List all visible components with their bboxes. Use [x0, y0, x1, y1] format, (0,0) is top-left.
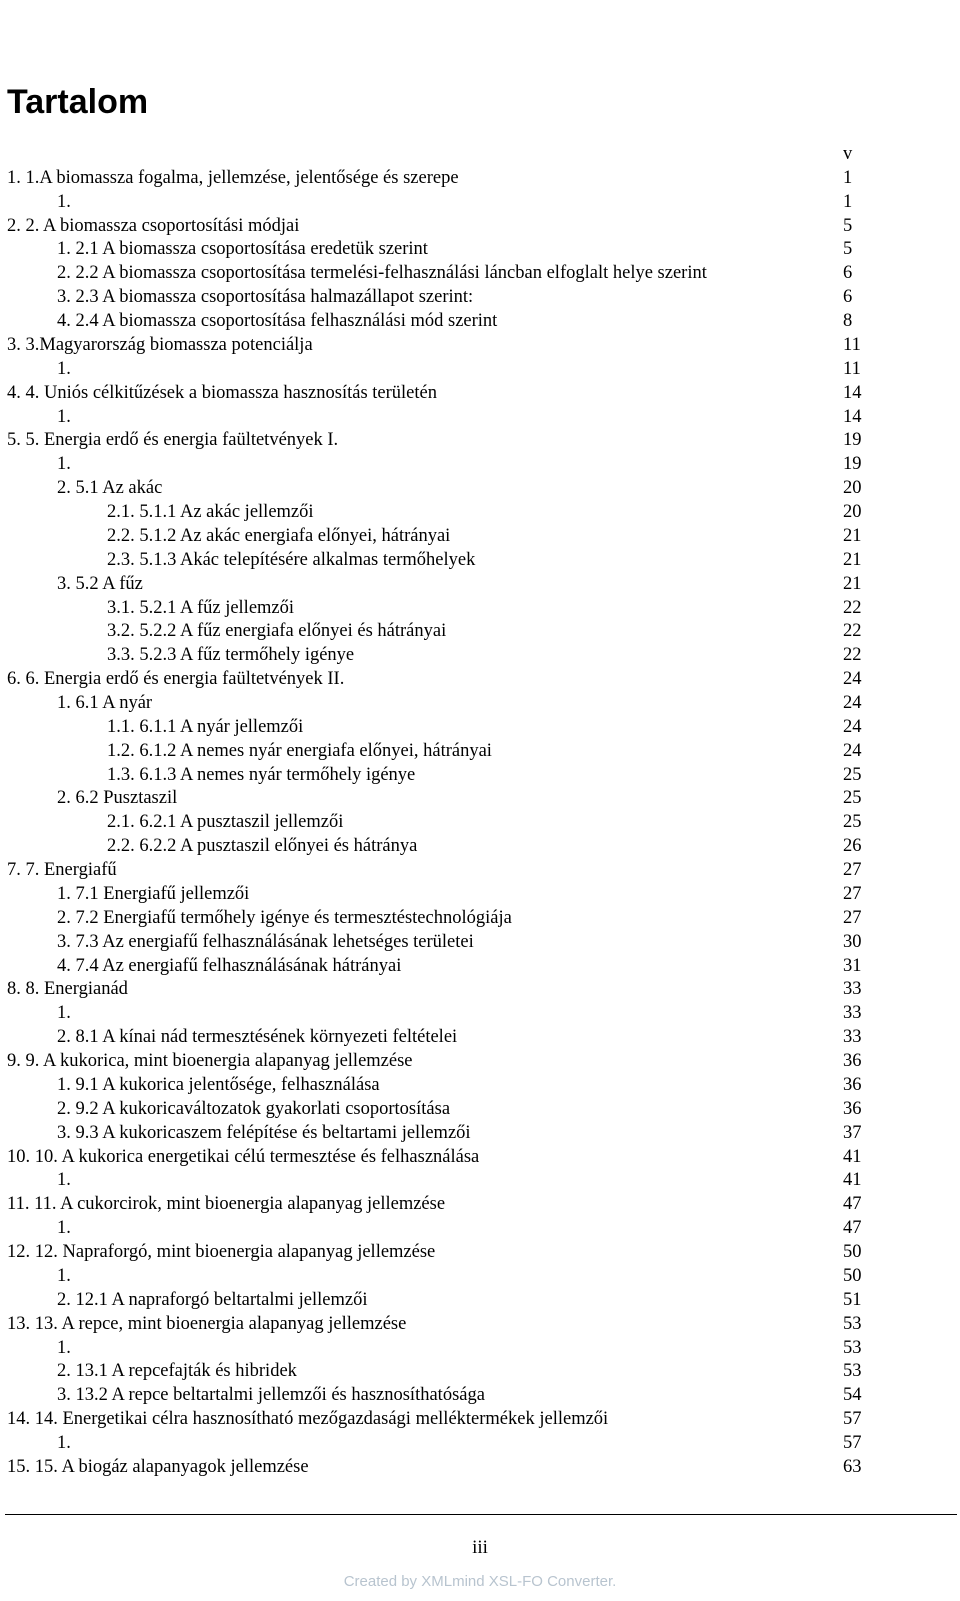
page-number: iii: [472, 1537, 488, 1558]
toc-entry[interactable]: [0, 763, 960, 787]
toc-entry[interactable]: [0, 834, 960, 858]
toc-entry-label: 10. 10. A kukorica energetikai célú termesztése és felhasználása: [7, 1146, 480, 1167]
toc-entry-page: 11: [843, 334, 861, 355]
toc-entry[interactable]: [0, 739, 960, 763]
toc-entry-page: 14: [843, 382, 862, 403]
toc-entry-page: 50: [843, 1242, 862, 1263]
toc-entry[interactable]: [0, 1264, 960, 1288]
toc-entry[interactable]: [0, 1431, 960, 1455]
toc-entry-label: 3. 13.2 A repce beltartalmi jellemzői és hasznosíthatósága: [57, 1385, 485, 1406]
toc-entry[interactable]: [0, 691, 960, 715]
toc-entry[interactable]: [0, 285, 960, 309]
toc-entry-label: 3. 3.Magyarország biomassza potenciálja: [7, 334, 313, 355]
toc-entry-page: 47: [843, 1218, 862, 1239]
toc-entry[interactable]: [0, 786, 960, 810]
toc-entry-label: 4. 2.4 A biomassza csoportosítása felhasználási mód szerint: [57, 311, 498, 332]
toc-entry-label: 1.3. 6.1.3 A nemes nyár termőhely igénye: [107, 764, 416, 785]
toc-entry-label: 2.1. 6.2.1 A pusztaszil jellemzői: [107, 812, 344, 833]
toc-entry-label: 1. 9.1 A kukorica jelentősége, felhasználása: [57, 1074, 380, 1095]
toc-entry[interactable]: [0, 1288, 960, 1312]
toc-entry[interactable]: [0, 619, 960, 643]
toc-entry-label: 8. 8. Energianád: [7, 979, 128, 1000]
toc-entry-label: 2. 13.1 A repcefajták és hibridek: [57, 1361, 297, 1382]
toc-entry[interactable]: [0, 428, 960, 452]
toc-entry-label: 4. 7.4 Az energiafű felhasználásának hátrányai: [57, 955, 402, 976]
toc-entry-page: 22: [843, 645, 862, 666]
toc-entry-page: 37: [843, 1122, 862, 1143]
toc-entry[interactable]: [0, 1359, 960, 1383]
toc-entry-label: 2.2. 6.2.2 A pusztaszil előnyei és hátránya: [107, 836, 418, 857]
toc-entry-page: 54: [843, 1385, 862, 1406]
toc-entry[interactable]: [0, 405, 960, 429]
toc-entry[interactable]: [0, 1383, 960, 1407]
toc-entry-page: 1: [843, 167, 853, 188]
toc-entry[interactable]: [0, 1049, 960, 1073]
toc-entry-label: 14. 14. Energetikai célra hasznosítható mezőgazdasági melléktermékek jellemzői: [7, 1409, 609, 1430]
toc-entry[interactable]: [0, 500, 960, 524]
toc-entry[interactable]: [0, 1216, 960, 1240]
toc-entry[interactable]: [0, 1073, 960, 1097]
toc-entry-page: 19: [843, 454, 862, 475]
toc-entry-page: 27: [843, 860, 862, 881]
toc-entry-label: 1.2. 6.1.2 A nemes nyár energiafa előnyei, hátrányai: [107, 740, 492, 761]
toc-entry-page: 26: [843, 836, 862, 857]
toc-entry-label: 1. 6.1 A nyár: [57, 693, 153, 713]
toc-entry-page: 33: [843, 1003, 862, 1024]
toc-entry-label: 7. 7. Energiafű: [7, 860, 117, 881]
toc-entry-label: 3. 5.2 A fűz: [57, 573, 143, 594]
toc-entry-label: 3.2. 5.2.2 A fűz energiafa előnyei és hátrányai: [107, 621, 447, 642]
toc-entry-label: 9. 9. A kukorica, mint bioenergia alapanyag jellemzése: [7, 1051, 413, 1072]
toc-entry-label: 3.3. 5.2.3 A fűz termőhely igénye: [107, 645, 355, 666]
toc-entry[interactable]: [0, 858, 960, 882]
toc-entry[interactable]: [0, 1312, 960, 1336]
toc-entry-page: 30: [843, 931, 862, 952]
toc-entry-label: 1.: [57, 1432, 71, 1453]
toc-entry-label: 1.: [57, 454, 71, 475]
toc-entry[interactable]: [0, 142, 960, 166]
toc-entry-page: 53: [843, 1337, 862, 1358]
toc-entry-label: 11. 11. A cukorcirok, mint bioenergia alapanyag jellemzése: [7, 1194, 446, 1215]
toc-entry[interactable]: [0, 1145, 960, 1169]
toc-entry-label: 2. 2.2 A biomassza csoportosítása termelési-felhasználási láncban elfoglalt helye szerint: [57, 263, 707, 284]
toc-entry-label: 3. 2.3 A biomassza csoportosítása halmazállapot szerint:: [57, 287, 474, 308]
toc-entry-page: 22: [843, 621, 862, 642]
toc-entry[interactable]: [0, 810, 960, 834]
toc-entry-page: 5: [843, 215, 853, 236]
toc-entry[interactable]: [0, 1001, 960, 1025]
toc-entry-label: 2. 8.1 A kínai nád termesztésének környezeti feltételei: [57, 1027, 458, 1048]
toc-entry[interactable]: [0, 1025, 960, 1049]
toc-entry-label: 2.1. 5.1.1 Az akác jellemzői: [107, 502, 314, 523]
toc-entry-page: 6: [843, 263, 853, 284]
toc-entry-page: 20: [843, 502, 862, 523]
toc-entry[interactable]: [0, 357, 960, 381]
toc-entry-label: 3. 7.3 Az energiafű felhasználásának lehetséges területei: [57, 931, 474, 952]
toc-entry-page: 19: [843, 430, 862, 451]
toc-entry-label: 1.: [57, 1003, 71, 1024]
toc-entry[interactable]: [0, 715, 960, 739]
toc-entry-label: 2. 2. A biomassza csoportosítási módjai: [7, 215, 300, 236]
toc-entry-label: 1.: [57, 1337, 71, 1358]
page-title: Tartalom: [7, 83, 149, 121]
toc-entry[interactable]: [0, 882, 960, 906]
toc-entry-page: 6: [843, 287, 853, 308]
toc-entry-page: 25: [843, 788, 862, 809]
toc-entry-page: 24: [843, 740, 862, 761]
toc-entry[interactable]: [0, 190, 960, 214]
toc-entry-label: 1.: [57, 191, 71, 212]
toc-entry[interactable]: [0, 930, 960, 954]
toc-entry-label: 2. 5.1 Az akác: [57, 478, 163, 499]
toc-entry-page: 24: [843, 669, 862, 690]
toc-entry[interactable]: [0, 1336, 960, 1360]
toc-entry[interactable]: [0, 596, 960, 620]
toc-entry-page: 57: [843, 1432, 862, 1453]
toc-entry[interactable]: [0, 954, 960, 978]
toc-entry-page: 41: [843, 1146, 862, 1167]
toc-entry-page: 21: [843, 525, 862, 546]
toc-entry[interactable]: [0, 1240, 960, 1264]
toc-entry-label: 5. 5. Energia erdő és energia faültetvények I.: [7, 430, 339, 451]
toc-entry[interactable]: [0, 1407, 960, 1431]
toc-entry-page: 31: [843, 955, 862, 976]
toc-entry[interactable]: [0, 214, 960, 238]
toc-entry[interactable]: [0, 1097, 960, 1121]
toc-entry[interactable]: [0, 643, 960, 667]
toc-entry[interactable]: [0, 1455, 960, 1479]
toc-entry-page: 21: [843, 549, 862, 570]
toc-entry-label: 2. 9.2 A kukoricaváltozatok gyakorlati csoportosítása: [57, 1098, 451, 1119]
toc-entry[interactable]: [0, 381, 960, 405]
toc-entry-page: 22: [843, 597, 862, 618]
toc-entry-page: 47: [843, 1194, 862, 1215]
toc-entry-page: 25: [843, 812, 862, 833]
toc-entry-page: 57: [843, 1409, 862, 1430]
toc-entry-label: 1. 7.1 Energiafű jellemzői: [57, 883, 250, 904]
toc-entry[interactable]: [0, 476, 960, 500]
toc-entry-page: 25: [843, 764, 862, 785]
toc-entry-page: 24: [843, 716, 862, 737]
toc-entry[interactable]: [0, 1192, 960, 1216]
toc-entry-label: 1.: [57, 406, 71, 427]
footer-watermark: Created by XMLmind XSL-FO Converter.: [343, 1573, 617, 1590]
toc-entry-label: 15. 15. A biogáz alapanyagok jellemzése: [7, 1456, 309, 1477]
toc-entry-label: 3. 9.3 A kukoricaszem felépítése és beltartami jellemzői: [57, 1122, 471, 1143]
toc-entry[interactable]: [0, 333, 960, 357]
toc-entry-label: 13. 13. A repce, mint bioenergia alapanyag jellemzése: [7, 1313, 407, 1334]
toc-entry[interactable]: [0, 237, 960, 261]
toc-entry-page: 53: [843, 1361, 862, 1382]
toc-entry-page: 1: [843, 191, 853, 212]
toc-entry-page: 63: [843, 1456, 862, 1477]
toc-entry-page: 5: [843, 239, 853, 260]
footer-divider: [5, 1514, 957, 1515]
toc-entry[interactable]: [0, 1168, 960, 1192]
toc-entry-page: 33: [843, 1027, 862, 1048]
toc-entry[interactable]: [0, 906, 960, 930]
toc-entry-label: 1.: [57, 1170, 71, 1191]
toc-entry[interactable]: [0, 524, 960, 548]
toc-entry-page: 27: [843, 907, 862, 928]
toc-entry-label: 2.3. 5.1.3 Akác telepítésére alkalmas termőhelyek: [107, 549, 476, 570]
toc-entry-page: 21: [843, 573, 862, 594]
toc-entry-page: 36: [843, 1051, 862, 1072]
toc-entry-page: 27: [843, 883, 862, 904]
toc-entry-page: 41: [843, 1170, 862, 1191]
toc-entry-page: 36: [843, 1098, 862, 1119]
toc-entry-page: 53: [843, 1313, 862, 1334]
toc-entry-label: 1.1. 6.1.1 A nyár jellemzői: [107, 716, 304, 737]
toc-entry[interactable]: [0, 261, 960, 285]
toc-entry-label: 1. 2.1 A biomassza csoportosítása eredetük szerint: [57, 239, 428, 260]
toc-entry-label: 3.1. 5.2.1 A fűz jellemzői: [107, 597, 295, 618]
toc-entry-page: 14: [843, 406, 862, 427]
toc-entry-label: 1. 1.A biomassza fogalma, jellemzése, jelentősége és szerepe: [7, 167, 459, 188]
toc-entry[interactable]: [0, 309, 960, 333]
toc-entry-label: 1.: [57, 1218, 71, 1239]
toc-entry[interactable]: [0, 667, 960, 691]
toc-entry-page: 36: [843, 1074, 862, 1095]
toc-entry-label: 4. 4. Uniós célkitűzések a biomassza hasznosítás területén: [7, 382, 437, 403]
toc-entry[interactable]: [0, 166, 960, 190]
toc-entry-label: 2. 6.2 Pusztaszil: [57, 788, 178, 809]
toc-entry-label: 2. 12.1 A napraforgó beltartalmi jellemzői: [57, 1289, 368, 1310]
toc-entry-page: 51: [843, 1289, 862, 1310]
toc-entry-page: 11: [843, 358, 861, 379]
toc-entry-label: 2. 7.2 Energiafű termőhely igénye és termesztéstechnológiája: [57, 907, 512, 928]
toc-entry[interactable]: [0, 572, 960, 596]
toc-entry-label: 12. 12. Napraforgó, mint bioenergia alapanyag jellemzése: [7, 1242, 436, 1263]
toc-entry-page: 33: [843, 979, 862, 1000]
toc-entry[interactable]: [0, 548, 960, 572]
toc-entry-page: 24: [843, 693, 862, 713]
toc-entry-label: 1.: [57, 1265, 71, 1286]
toc-entry-label: 6. 6. Energia erdő és energia faültetvények II.: [7, 669, 345, 690]
toc-entry-label: 2.2. 5.1.2 Az akác energiafa előnyei, hátrányai: [107, 525, 451, 546]
toc-entry-page: 20: [843, 478, 862, 499]
toc-entry-page: v: [843, 144, 853, 164]
toc-entry[interactable]: [0, 1121, 960, 1145]
toc-entry[interactable]: [0, 977, 960, 1001]
toc-entry[interactable]: [0, 452, 960, 476]
toc-entry-page: 50: [843, 1265, 862, 1286]
toc-entry-label: 1.: [57, 358, 71, 379]
toc-entry-page: 8: [843, 311, 853, 332]
